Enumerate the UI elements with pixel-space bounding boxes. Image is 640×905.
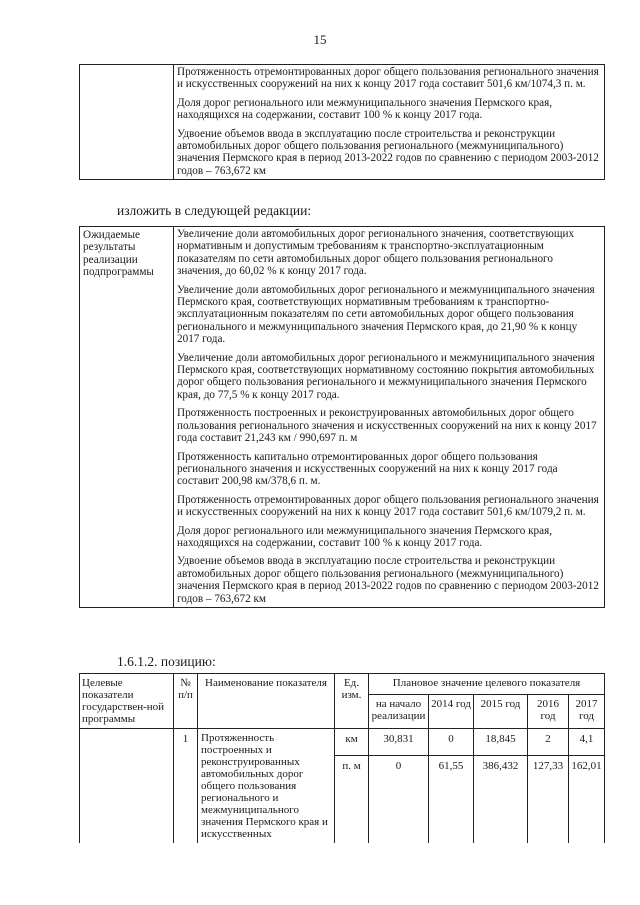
indicator-table: [79, 673, 605, 843]
header-number: № п/п: [174, 674, 198, 729]
continuation-text-cell: [174, 65, 605, 180]
value-cell: 0: [429, 729, 474, 756]
paragraph: Увеличение доли автомобильных дорог регионального и межмуниципального значения Пермского края, соответствующих нормативному состоянию покрытия автомобильных дорог общего пользования регионального и межмуниципального значения Пермского края, до 77,5 % к концу 2017 года.: [177, 351, 595, 401]
paragraph: Протяженность отремонтированных дорог общего пользования регионального значения и искусственных сооружений на них к концу 2017 года составит 501,6 км/1079,2 п. м.: [177, 493, 599, 519]
value-cell: 18,845: [474, 729, 528, 756]
paragraph: Доля дорог регионального или межмуниципального значения Пермского края, находящихся на содержании, составит 100 % к концу 2017 года.: [177, 524, 553, 549]
paragraph: Удвоение объемов ввода в эксплуатацию после строительства и реконструкции автомобильных дорог общего пользования регионального (межмуниципального) значения Пермского края в период 2013-2022 годов по сравнению с периодом 2003-2012 годов – 763,672 км: [177, 555, 599, 605]
header-planned-values: Плановое значение целевого показателя: [369, 674, 605, 695]
value-cell: 127,33: [528, 755, 569, 843]
header-unit: Ед. изм.: [335, 674, 369, 729]
expected-results-text-cell: [174, 227, 605, 608]
value-cell: 4,1: [569, 729, 605, 756]
header-indicator-name: Наименование показателя: [198, 674, 335, 729]
paragraph: Удвоение объемов ввода в эксплуатацию после строительства и реконструкции автомобильных дорог общего пользования регионального (межмуниципального) значения Пермского края в период 2013-2022 годов по сравнению с периодом 2003-2012 годов – 763,672 км: [177, 127, 599, 177]
value-cell: 2: [528, 729, 569, 756]
instruction-text: изложить в следующей редакции:: [117, 203, 312, 218]
paragraph: Протяженность построенных и реконструированных автомобильных дорог общего пользования регионального значения и искусственных сооружений на них к концу 2017 года составит 21,243 км / 990,697 п. м: [177, 407, 597, 445]
empty-cell: [80, 729, 174, 844]
value-cell: 30,831: [369, 729, 429, 756]
header-year-start: на начало реализации: [369, 694, 429, 728]
empty-label-cell: [80, 65, 174, 180]
value-cell: 61,55: [429, 755, 474, 843]
value-cell: 386,432: [474, 755, 528, 843]
expected-results-table: [79, 226, 605, 608]
header-year-2015: 2015 год: [474, 694, 528, 728]
value-cell: 162,01: [569, 755, 605, 843]
paragraph: Доля дорог регионального или межмуниципального значения Пермского края, находящихся на содержании, составит 100 % к концу 2017 года.: [177, 96, 553, 122]
header-target-indicators: Целевые показатели государствен-ной программы: [80, 674, 174, 729]
unit-cell: п. м: [335, 755, 369, 843]
paragraph: Увеличение доли автомобильных дорог регионального и межмуниципального значения Пермского края, соответствующих нормативным требованиям к транспортно-эксплуатационным показателям по сети автомобильных дорог общего пользования регионального и межмуниципального значения Пермского края, до 21,90 % к концу 2017 года.: [177, 283, 595, 346]
paragraph: Протяженность отремонтированных дорог общего пользования регионального значения и искусственных сооружений на них к концу 2017 года составит 501,6 км/1074,3 п. м.: [177, 66, 599, 91]
section-heading: 1.6.1.2. позицию:: [117, 654, 216, 669]
expected-results-label: Ожидаемые результаты реализации подпрограммы: [80, 227, 174, 608]
header-year-2016: 2016 год: [528, 694, 569, 728]
unit-cell: км: [335, 729, 369, 756]
page-number: 15: [313, 32, 327, 47]
header-year-2017: 2017 год: [569, 694, 605, 728]
indicator-name: Протяженность построенных и реконструированных автомобильных дорог общего пользования регионального и межмуниципального значения Пермского края и искусственных: [198, 729, 335, 844]
continuation-table: [79, 64, 605, 180]
paragraph: Протяженность капитально отремонтированных дорог общего пользования регионального значения и искусственных сооружений на них к концу 2017 года составит 200,98 км/378,6 п. м.: [177, 450, 558, 488]
value-cell: 0: [369, 755, 429, 843]
paragraph: Увеличение доли автомобильных дорог регионального значения, соответствующих нормативным и допустимым требованиям к транспортно-эксплуатационным показателям по сети автомобильных дорог общего пользования регионального значения, до 60,02 % к концу 2017 года.: [177, 228, 575, 278]
row-number: 1: [174, 729, 198, 844]
header-year-2014: 2014 год: [429, 694, 474, 728]
